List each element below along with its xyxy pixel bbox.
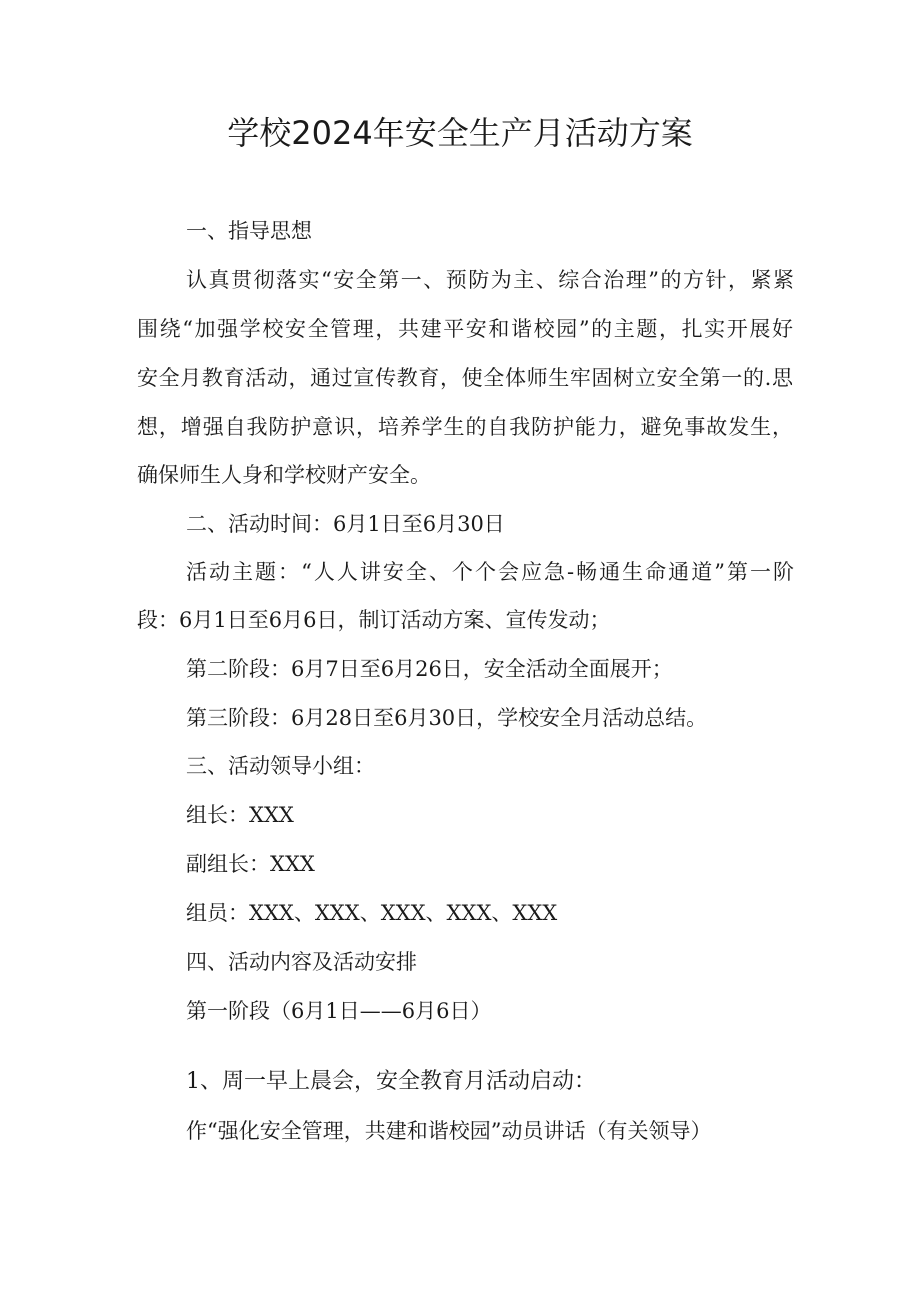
item-one-heading: 1、周一早上晨会，安全教育月活动启动： [186, 1069, 596, 1094]
paragraph-line: 想，增强自我防护意识，培养学生的自我防护能力，避免事故发生， [137, 415, 793, 439]
section-heading-guiding-ideology: 一、指导思想 [186, 219, 312, 243]
stage-one-heading: 第一阶段（6月1日——6月6日） [186, 999, 492, 1023]
deputy-leader-line: 副组长：XXX [186, 852, 315, 876]
stage-two-line: 第二阶段：6月7日至6月26日，安全活动全面展开； [186, 657, 673, 681]
paragraph-line: 段：6月1日至6月6日，制订活动方案、宣传发动； [137, 608, 611, 632]
paragraph-line: 作“强化安全管理，共建和谐校园”动员讲话（有关领导） [186, 1119, 712, 1143]
paragraph-line: 认真贯彻落实“安全第一、预防为主、综合治理”的方针，紧紧 [186, 268, 794, 292]
document-title: 学校2024年安全生产月活动方案 [227, 114, 693, 152]
paragraph-line: 确保师生人身和学校财产安全。 [137, 463, 431, 487]
stage-three-line: 第三阶段：6月28日至6月30日，学校安全月活动总结。 [186, 706, 708, 730]
paragraph-line: 安全月教育活动，通过宣传教育，使全体师生牢固树立安全第一的.思 [137, 366, 793, 390]
paragraph-line: 活动主题：“人人讲安全、个个会应急-畅通生命通道”第一阶 [186, 560, 794, 584]
section-heading-activity-content: 四、活动内容及活动安排 [186, 950, 417, 974]
paragraph-line: 围绕“加强学校安全管理，共建平安和谐校园”的主题，扎实开展好 [137, 317, 793, 341]
section-heading-activity-time: 二、活动时间：6月1日至6月30日 [186, 512, 505, 536]
group-leader-line: 组长：XXX [186, 803, 294, 827]
section-heading-leadership-group: 三、活动领导小组： [186, 754, 375, 778]
members-line: 组员：XXX、XXX、XXX、XXX、XXX [186, 901, 558, 925]
